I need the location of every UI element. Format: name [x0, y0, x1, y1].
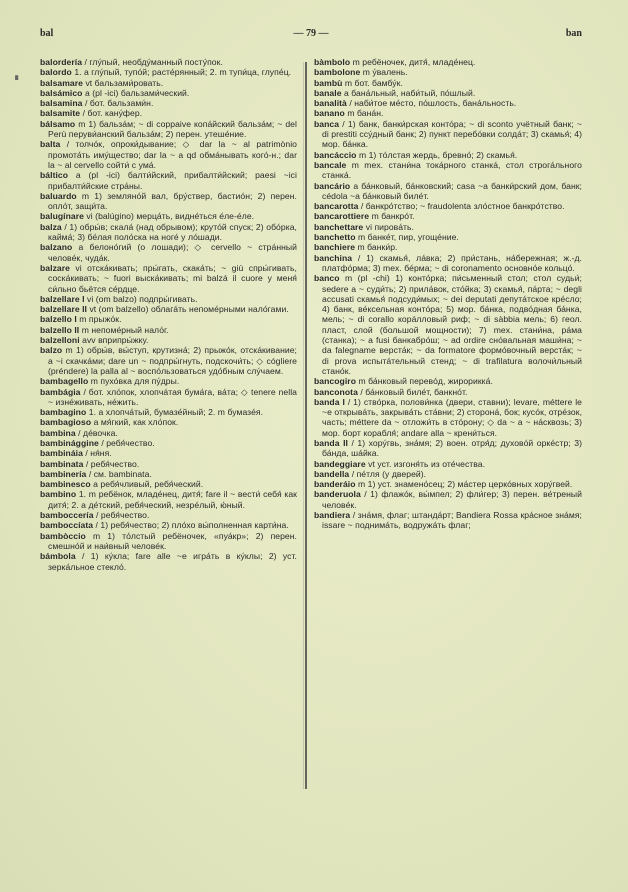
headword: bamboccería	[40, 510, 94, 521]
dictionary-entry	[314, 88, 582, 98]
headword: banchettare	[314, 221, 364, 232]
headword: bambágia	[40, 386, 81, 397]
headword: bambino	[40, 489, 77, 500]
dictionary-entry	[40, 469, 297, 479]
definition: vt уст. изгоня́ть из оте́чества.	[368, 458, 486, 469]
definition: / наби́тое ме́сто, по́шлость, бана́льность.	[349, 98, 517, 109]
definition: m 1) бальза́м; ~ di coppaive копа́йский бальза́м; ~ del Perù перуви́анский бальза́м; 2) перен. утеше́ние.	[48, 118, 297, 140]
headword: bambagino	[40, 407, 87, 418]
headword: balza	[40, 221, 62, 232]
dictionary-entry	[40, 242, 297, 263]
dictionary-entry	[40, 263, 297, 294]
definition: / 1) банк, банки́рская конто́ра; ~ di sconto учётный банк; ~ di prestiti ссу́дный банк; 2) пункт перебо́вки солда́т; 3) скамья́; 4) мор. ба́нка.	[322, 118, 582, 150]
definition: vt бальзами́ровать.	[85, 77, 164, 88]
definition: vi пирова́ть.	[365, 221, 414, 232]
definition: / 1) обры́в; скала́ (над обрывом); круто́й спуск; 2) обо́рка, кайма́; 3) бе́лая поло́ска на ноге́ у ло́шади.	[48, 221, 297, 243]
column-rule	[305, 62, 307, 789]
dictionary-entry	[40, 407, 297, 417]
dictionary-entry	[40, 67, 297, 77]
headword: bandeggiare	[314, 458, 366, 469]
headword: banchina	[314, 252, 353, 263]
definition: m 1) то́лстый ребёночек, «пуа́кр»; 2) перен. смешно́й и наи́вный челове́к.	[48, 530, 297, 551]
headword: banchetto	[314, 232, 356, 243]
dictionary-entry	[40, 345, 297, 376]
definition: m у́валень.	[362, 67, 408, 78]
definition: m бана́н.	[347, 108, 384, 119]
definition: / 1) ство́рка, полови́нка (двери, ставни); levare, méttere le ~e открыва́ть, закрыва́ть ста́вни; 2) сторона́, бок; кусо́к, отре́зок, часть; méttere da ~ отложи́ть в сто́рону; ◇ da ~ a ~ на́сквозь; 3) мор. борт корабля́; andare alla ~ крени́ться.	[322, 396, 583, 438]
dictionary-entry	[314, 119, 582, 150]
definition: / 1) хору́гвь, зна́мя; 2) воен. отря́д; духово́й орке́стр; 3) ба́нда, ша́йка.	[322, 437, 582, 459]
headword: bancarotta	[314, 201, 359, 212]
definition: a бана́льный, наби́тый, по́шлый.	[343, 87, 476, 98]
dictionary-entry	[314, 67, 582, 77]
headword: bambagioso	[40, 417, 92, 428]
dictionary-entry	[314, 273, 582, 376]
definition: m пухо́вка для пу́дры.	[90, 376, 180, 387]
dictionary-entry	[40, 510, 297, 520]
headword: balzellare II	[40, 304, 87, 315]
headword: bambinata	[40, 458, 84, 469]
dictionary-entry	[314, 242, 582, 252]
headword: balzare	[40, 262, 70, 273]
definition: m 1) обры́в, вы́ступ, крутизна́; 2) прыжо́к, отска́кивание; a ~i скачка́ми; dare un ~ подпры́гнуть, подскочи́ть; ◇ cógliere (préndere) la palla al ~ воспо́льзоваться удо́бным слу́чаем.	[48, 345, 297, 376]
dictionary-entry	[314, 376, 582, 386]
definition: m ребёночек, дитя́, младе́нец.	[352, 57, 476, 67]
headword: banco	[314, 273, 340, 284]
dictionary-entry	[40, 479, 297, 489]
definition: / ба́нковый биле́т, банкно́т.	[360, 386, 468, 397]
dictionary-entry	[40, 88, 297, 98]
dictionary-entry	[40, 448, 297, 458]
definition: / ребя́чество.	[85, 458, 140, 469]
definition: / 1) ку́кла; fare alle ~e игра́ть в ку́клы; 2) уст. зерка́льное стекло́.	[48, 551, 297, 572]
scan-speck: ▝	[12, 76, 19, 85]
headword: banderuola	[314, 489, 361, 500]
dictionary-entry	[314, 181, 582, 202]
headword: banconota	[314, 386, 358, 397]
dictionary-entry	[314, 489, 582, 510]
dictionary-entry	[314, 438, 582, 459]
headword: bambù	[314, 77, 343, 88]
dictionary-entry	[40, 325, 297, 335]
definition: m (pl -chi) 1) конто́рка; пи́сьменный стол; стол судьи́; sedere a ~ суди́ть; 2) прила́вок, сто́йка; 3) скамья́, па́рта; ~ degli accusati скамья́ подсуди́мых; ~ dei deputati депута́тское кре́сло; 4) банк, ве́ксельная конто́ра; 5) мор. ба́нка, подво́дная ба́нка, мель; ~ di corallo корáлловый риф; ~ di sàbbia мель; 6) геол. пласт, слой (большой мощности); 7) mex. стани́на, ра́ма (станка); ~ a fusi банкабро́ш; ~ ad ordire сно́вальная маши́на; ~ da falegname верста́к; ~ da formatore формо́вочный верста́к; ~ di prova испыта́тельный стенд; ~ di trafilatura волочи́льный стано́к.	[322, 273, 582, 376]
headword: banchiere	[314, 242, 356, 253]
dictionary-entry	[40, 551, 297, 572]
headword: balsamina	[40, 98, 83, 109]
headword: bambinesco	[40, 479, 91, 490]
definition: a ба́нковый, ба́нковский; casa ~a банки́рский дом, банк; cédola ~a ба́нковый биле́т.	[322, 180, 582, 201]
headword: bancáccio	[314, 149, 357, 160]
headword: balzo	[40, 345, 63, 356]
definition: a белоно́гий (о лошади); ◇ cervello ~ стра́нный челове́к, чуда́к.	[48, 242, 297, 263]
dictionary-entry	[314, 397, 582, 438]
dictionary-entry	[40, 376, 297, 386]
definition: / 1) флажо́к, вы́мпел; 2) фли́гер; 3) перен. ве́треный челове́к.	[322, 489, 582, 510]
definition: 1. a хлопча́тый, бумазе́йный; 2. m бумазе́я.	[88, 407, 264, 418]
dictionary-entry	[40, 57, 297, 67]
headword: banda I	[314, 396, 345, 407]
headword: bambagello	[40, 376, 89, 387]
right-column	[314, 57, 582, 531]
headword: báltico	[40, 170, 69, 181]
definition: 1. a глу́пый, тупо́й; расте́рянный; 2. m тупи́ца, глупе́ц.	[74, 67, 292, 78]
left-guide-word: bal	[40, 28, 54, 39]
headword: bambina	[40, 427, 76, 438]
definition: m бот. бамбу́к.	[344, 77, 403, 88]
definition: m непоме́рный нало́г.	[81, 324, 169, 335]
headword: bancale	[314, 159, 347, 170]
dictionary-entry	[40, 304, 297, 314]
definition: m прыжо́к.	[79, 314, 122, 325]
headword: banca	[314, 118, 340, 129]
dictionary-entry	[40, 520, 297, 530]
definition: a мя́гкий, как хло́пок.	[93, 417, 179, 428]
dictionary-entry	[314, 160, 582, 181]
dictionary-entry	[314, 232, 582, 242]
definition: vi (balúgino) мерца́ть, видне́ться е́ле-е́ле.	[86, 211, 255, 222]
headword: bambinería	[40, 468, 87, 479]
dictionary-entry	[40, 387, 297, 408]
dictionary-entry	[40, 78, 297, 88]
dictionary-entry	[314, 211, 582, 221]
dictionary-entry	[40, 438, 297, 448]
headword: bambináia	[40, 448, 83, 459]
definition: m банки́р.	[357, 242, 398, 253]
dictionary-entry	[40, 98, 297, 108]
definition: / ня́ня.	[85, 448, 112, 459]
dictionary-entry	[314, 201, 582, 211]
headword: bancogiro	[314, 376, 356, 387]
dictionary-entry	[314, 387, 582, 397]
dictionary-entry	[40, 531, 297, 552]
dictionary-entry	[314, 222, 582, 232]
headword: bambolone	[314, 67, 361, 78]
definition: a (pl -ici) бальзами́ческий.	[84, 87, 190, 98]
dictionary-entry	[314, 108, 582, 118]
definition: / см. bambinata.	[88, 468, 152, 479]
dictionary-entry	[314, 469, 582, 479]
definition: / пе́тля (у дверей).	[351, 468, 427, 479]
headword: balzelloni	[40, 335, 80, 346]
definition: m банке́т, пир, угоще́ние.	[357, 232, 459, 243]
dictionary-entry	[314, 479, 582, 489]
dictionary-entry	[40, 294, 297, 304]
headword: bálsamo	[40, 118, 76, 129]
left-column	[40, 57, 297, 572]
headword: bandella	[314, 468, 350, 479]
definition: / де́вочка.	[78, 427, 118, 438]
headword: bancário	[314, 180, 351, 191]
headword: balzellare I	[40, 293, 85, 304]
definition: / банкро́тство; ~ fraudolenta зло́стное банкро́тство.	[360, 201, 565, 212]
column-rule-shadow	[303, 62, 304, 789]
definition: m 1) земляно́й вал, бру́ствер, бастио́н; 2) перен. опло́т, защи́та.	[48, 190, 297, 212]
dictionary-entry	[40, 335, 297, 345]
definition: / глу́пый, необду́манный посту́пок.	[84, 57, 223, 67]
definition: 1. m ребёнок, младе́нец, дитя́; fare il ~ вести́ себя́ как дитя́; 2. a де́тский, ребя́ческий, незре́лый, ю́ный.	[48, 489, 297, 510]
dictionary-entry	[40, 489, 297, 510]
dictionary-entry	[314, 98, 582, 108]
dictionary-entry	[40, 314, 297, 324]
headword: baluardo	[40, 190, 77, 201]
headword: bancarottiere	[314, 211, 370, 222]
headword: balugínare	[40, 211, 84, 222]
headword: banderáio	[314, 479, 356, 490]
headword: balsamite	[40, 108, 81, 119]
definition: m банкро́т.	[371, 211, 415, 222]
dictionary-entry	[314, 78, 582, 88]
definition: / 1) ребя́чество; 2) пло́хо вы́полненная карти́на.	[95, 520, 289, 531]
dictionary-entry	[314, 510, 582, 531]
definition: vi (om balzo) подпры́гивать.	[87, 293, 198, 304]
headword: balzello I	[40, 314, 77, 325]
headword: bámbola	[40, 551, 76, 562]
headword: balzano	[40, 242, 73, 253]
definition: vt (om balzello) облага́ть непоме́рными нало́гами.	[89, 304, 289, 315]
definition: / бот. кану́фер.	[82, 108, 143, 119]
dictionary-entry	[40, 222, 297, 243]
dictionary-entry	[40, 211, 297, 221]
dictionary-entry	[40, 417, 297, 427]
headword: bambinággine	[40, 437, 99, 448]
headword: banalità	[314, 98, 347, 109]
definition: / зна́мя, флаг; штанда́рт; Bandiera Rossa кра́сное зна́мя; issare ~ поднима́ть, водружа́ть флаг;	[322, 510, 582, 531]
definition: / 1) скамья́, ла́вка; 2) при́стань, на́бережная; ж.-д. платфо́рма; 3) mex. бе́рма; ~ di coronamento основно́е кольцо́.	[322, 252, 582, 273]
dictionary-entry	[40, 170, 297, 191]
definition: / бот. бальзами́н.	[84, 98, 154, 109]
definition: m mex. стани́на тока́рного станка́, стол строга́льного станка́.	[322, 159, 582, 181]
definition: m 1) уст. знамено́сец; 2) ма́стер церко́вных хору́гвей.	[357, 479, 573, 490]
dictionary-entry	[314, 150, 582, 160]
definition: vi отска́кивать; пры́гать, скака́ть; ~ giù спры́гивать, соска́кивать; ~ fuori выска́кивать; mi balzá il cuore у меня́ си́льно бьётся се́рдце.	[48, 262, 297, 294]
headword: banano	[314, 108, 345, 119]
definition: / ребя́чество.	[101, 437, 155, 448]
page-header	[40, 28, 582, 42]
definition: / ребя́чество.	[96, 510, 150, 521]
headword: banda II	[314, 437, 348, 448]
definition: a ребя́чливый, ребя́ческий.	[93, 479, 204, 490]
definition: m 1) то́лстая жердь, бревно́; 2) скамья́.	[358, 149, 518, 160]
headword: bambòccio	[40, 530, 86, 541]
definition: a (pl -ici) балти́йский, прибалти́йский; paesi ~ici прибалти́йские стра́ны.	[48, 170, 297, 191]
right-guide-word: ban	[565, 28, 582, 39]
dictionary-entry	[40, 428, 297, 438]
dictionary-entry	[40, 459, 297, 469]
headword: balsámico	[40, 87, 83, 98]
dictionary-entry	[314, 253, 582, 274]
headword: balsamare	[40, 77, 83, 88]
dictionary-entry	[40, 139, 297, 170]
definition: / бот. хло́пок, хлопча́тая бума́га, ва́та; ◇ tenere nella ~ изне́живать, не́жить.	[48, 386, 297, 407]
dictionary-entry	[40, 108, 297, 118]
definition: / толчо́к, опроки́дывание; ◇ dar la ~ al patrimònio промота́ть иму́щество; dar la ~ a qd обма́нывать кого́-н.; dar la ~ al cervello сойти́ с ума́.	[48, 139, 297, 170]
dictionary-entry	[314, 459, 582, 469]
headword: bandiera	[314, 510, 351, 521]
dictionary-entry	[40, 119, 297, 140]
page-number: — 79 —	[293, 28, 329, 39]
dictionary-entry	[40, 191, 297, 212]
definition: avv вприпры́жку.	[82, 335, 149, 346]
dictionary-entry	[314, 57, 582, 67]
headword: balzello II	[40, 324, 80, 335]
definition: m ба́нковый перево́д, жирорикка́.	[358, 376, 493, 387]
headword: bamboccíata	[40, 520, 94, 531]
headword: balordería	[40, 57, 83, 67]
headword: bàmbolo	[314, 57, 351, 67]
headword: balordo	[40, 67, 72, 78]
headword: banale	[314, 87, 342, 98]
headword: balta	[40, 139, 61, 150]
